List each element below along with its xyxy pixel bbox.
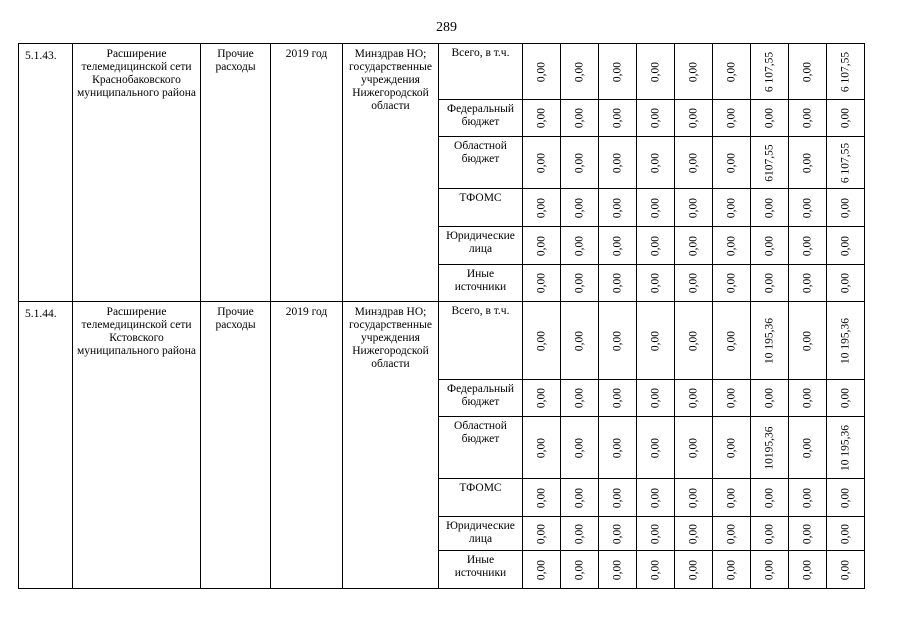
value-cell [827, 44, 865, 100]
value-cell [789, 44, 827, 100]
value-text: 0,00 [649, 387, 661, 409]
value-cell [675, 189, 713, 227]
value-text: 0,00 [763, 235, 775, 256]
value-text: 0,00 [573, 523, 585, 544]
value-cell [599, 479, 637, 517]
value-cell [561, 100, 599, 137]
value-text: 0,00 [573, 272, 585, 294]
value-cell [523, 227, 561, 265]
value-text: 0,00 [649, 152, 661, 173]
year: 2019 год [271, 302, 343, 589]
value-cell [751, 189, 789, 227]
value-cell [599, 517, 637, 551]
value-cell [637, 227, 675, 265]
value-text: 0,00 [649, 197, 661, 218]
value-text: 10195,36 [763, 425, 775, 470]
value-cell [827, 265, 865, 302]
value-cell [789, 551, 827, 589]
value-text: 0,00 [573, 61, 585, 82]
executor: Минздрав НО; государственные учреждения Нижегородской области [343, 302, 439, 589]
value-cell [675, 302, 713, 380]
value-text: 0,00 [535, 272, 547, 294]
value-text: 0,00 [725, 272, 737, 294]
funding-source: Областной бюджет [439, 417, 523, 479]
value-cell [599, 417, 637, 479]
value-text: 0,00 [839, 197, 851, 218]
page-number: 289 [436, 20, 457, 35]
value-text: 0,00 [687, 559, 699, 580]
value-cell [751, 417, 789, 479]
value-cell [827, 302, 865, 380]
value-cell [789, 517, 827, 551]
value-cell [713, 100, 751, 137]
value-text: 10 195,36 [763, 317, 775, 364]
value-text: 0,00 [725, 197, 737, 218]
value-text: 0,00 [649, 330, 661, 351]
value-text: 10 195,36 [839, 317, 851, 364]
value-text: 0,00 [687, 330, 699, 351]
value-cell [675, 479, 713, 517]
value-text: 0,00 [801, 152, 813, 173]
value-cell [523, 479, 561, 517]
value-text: 0,00 [573, 107, 585, 129]
value-cell [751, 380, 789, 417]
value-text: 0,00 [763, 487, 775, 508]
value-cell [561, 227, 599, 265]
value-cell [523, 551, 561, 589]
value-cell [789, 137, 827, 189]
value-text: 0,00 [801, 330, 813, 351]
value-text: 0,00 [687, 523, 699, 544]
value-text: 0,00 [687, 152, 699, 173]
value-cell [827, 137, 865, 189]
value-cell [599, 137, 637, 189]
value-text: 10 195,36 [839, 424, 851, 471]
value-cell [713, 417, 751, 479]
value-text: 0,00 [801, 235, 813, 256]
value-cell [637, 302, 675, 380]
funding-source: Всего, в т.ч. [439, 302, 523, 380]
value-text: 0,00 [687, 437, 699, 458]
value-cell [751, 44, 789, 100]
value-cell [637, 137, 675, 189]
value-text: 0,00 [573, 330, 585, 351]
value-text: 0,00 [763, 107, 775, 129]
value-cell [523, 380, 561, 417]
value-text: 0,00 [649, 523, 661, 544]
measure-name: Расширение телемедицинской сети Кстовского муниципального района [73, 302, 201, 589]
funding-source: ТФОМС [439, 189, 523, 227]
value-text: 0,00 [611, 559, 623, 580]
value-cell [713, 44, 751, 100]
value-cell [713, 302, 751, 380]
value-text: 0,00 [535, 487, 547, 508]
value-cell [789, 417, 827, 479]
value-text: 0,00 [725, 487, 737, 508]
value-text: 0,00 [535, 387, 547, 409]
value-cell [637, 44, 675, 100]
value-text: 0,00 [535, 235, 547, 256]
value-cell [637, 265, 675, 302]
value-text: 0,00 [725, 61, 737, 82]
value-cell [827, 551, 865, 589]
value-text: 0,00 [649, 487, 661, 508]
row-number: 5.1.43. [19, 44, 73, 302]
value-cell [675, 100, 713, 137]
value-text: 0,00 [611, 61, 623, 82]
value-cell [675, 227, 713, 265]
value-cell [827, 227, 865, 265]
value-text: 0,00 [839, 387, 851, 409]
value-text: 0,00 [535, 437, 547, 458]
value-cell [675, 380, 713, 417]
expense-type: Прочие расходы [201, 302, 271, 589]
value-text: 0,00 [801, 61, 813, 82]
value-cell [599, 551, 637, 589]
value-cell [789, 265, 827, 302]
value-text: 6 107,55 [839, 51, 851, 92]
value-text: 0,00 [839, 523, 851, 544]
value-text: 0,00 [725, 387, 737, 409]
budget-table [18, 43, 865, 589]
value-cell [561, 417, 599, 479]
value-text: 0,00 [649, 272, 661, 294]
measure-name: Расширение телемедицинской сети Краснобаковского муниципального района [73, 44, 201, 302]
value-text: 0,00 [611, 107, 623, 129]
value-cell [827, 380, 865, 417]
value-cell [675, 517, 713, 551]
value-text: 0,00 [535, 61, 547, 82]
value-text: 0,00 [611, 387, 623, 409]
value-cell [561, 44, 599, 100]
value-text: 0,00 [725, 107, 737, 129]
value-cell [713, 380, 751, 417]
value-cell [789, 380, 827, 417]
value-cell [751, 265, 789, 302]
funding-source: ТФОМС [439, 479, 523, 517]
value-cell [713, 265, 751, 302]
value-text: 0,00 [725, 523, 737, 544]
value-text: 0,00 [839, 487, 851, 508]
value-text: 0,00 [839, 107, 851, 129]
value-text: 0,00 [611, 272, 623, 294]
value-cell [637, 100, 675, 137]
value-cell [751, 517, 789, 551]
value-cell [523, 265, 561, 302]
value-cell [789, 302, 827, 380]
value-cell [561, 479, 599, 517]
funding-source: Юридические лица [439, 227, 523, 265]
value-cell [561, 517, 599, 551]
table-row [19, 302, 865, 380]
value-cell [599, 380, 637, 417]
value-text: 0,00 [725, 235, 737, 256]
value-text: 0,00 [649, 235, 661, 256]
value-cell [637, 380, 675, 417]
value-text: 0,00 [801, 487, 813, 508]
value-text: 0,00 [839, 559, 851, 580]
value-cell [751, 137, 789, 189]
value-cell [827, 189, 865, 227]
value-text: 0,00 [839, 235, 851, 256]
value-text: 0,00 [687, 107, 699, 129]
value-cell [675, 265, 713, 302]
value-cell [523, 417, 561, 479]
value-cell [523, 189, 561, 227]
value-cell [637, 551, 675, 589]
value-cell [599, 189, 637, 227]
value-text: 0,00 [725, 559, 737, 580]
value-text: 6 107,55 [763, 51, 775, 92]
value-text: 0,00 [573, 235, 585, 256]
value-text: 0,00 [535, 197, 547, 218]
value-text: 0,00 [763, 523, 775, 544]
value-text: 0,00 [573, 559, 585, 580]
value-cell [675, 417, 713, 479]
value-cell [827, 479, 865, 517]
value-cell [561, 265, 599, 302]
value-text: 0,00 [763, 387, 775, 409]
value-text: 0,00 [649, 61, 661, 82]
value-cell [523, 137, 561, 189]
value-cell [827, 417, 865, 479]
value-text: 0,00 [725, 152, 737, 173]
value-cell [713, 479, 751, 517]
value-cell [561, 380, 599, 417]
value-text: 0,00 [687, 387, 699, 409]
value-text: 0,00 [687, 272, 699, 294]
expense-type: Прочие расходы [201, 44, 271, 302]
value-text: 0,00 [649, 437, 661, 458]
value-text: 0,00 [611, 197, 623, 218]
funding-source: Иные источники [439, 265, 523, 302]
value-text: 0,00 [611, 152, 623, 173]
value-text: 0,00 [801, 559, 813, 580]
value-cell [751, 100, 789, 137]
value-cell [523, 100, 561, 137]
value-text: 0,00 [573, 152, 585, 173]
value-text: 0,00 [801, 437, 813, 458]
value-cell [713, 227, 751, 265]
value-text: 0,00 [535, 330, 547, 351]
value-cell [789, 479, 827, 517]
value-text: 0,00 [611, 437, 623, 458]
value-text: 0,00 [725, 437, 737, 458]
value-cell [751, 302, 789, 380]
value-cell [713, 551, 751, 589]
value-text: 0,00 [839, 272, 851, 294]
value-cell [751, 479, 789, 517]
value-text: 0,00 [763, 272, 775, 294]
value-cell [561, 302, 599, 380]
value-cell [675, 44, 713, 100]
value-text: 6 107,55 [839, 142, 851, 183]
value-text: 0,00 [801, 387, 813, 409]
value-cell [789, 227, 827, 265]
value-text: 0,00 [687, 487, 699, 508]
value-cell [599, 227, 637, 265]
value-cell [523, 302, 561, 380]
funding-source: Иные источники [439, 551, 523, 589]
value-cell [751, 227, 789, 265]
value-cell [523, 517, 561, 551]
value-cell [713, 189, 751, 227]
value-text: 0,00 [649, 107, 661, 129]
value-cell [675, 551, 713, 589]
value-text: 0,00 [649, 559, 661, 580]
funding-source: Областной бюджет [439, 137, 523, 189]
value-cell [789, 189, 827, 227]
value-text: 0,00 [535, 107, 547, 129]
value-text: 0,00 [535, 523, 547, 544]
value-text: 0,00 [573, 487, 585, 508]
value-text: 0,00 [725, 330, 737, 351]
value-cell [637, 479, 675, 517]
value-text: 0,00 [573, 197, 585, 218]
value-text: 0,00 [573, 437, 585, 458]
value-text: 0,00 [763, 197, 775, 218]
value-text: 0,00 [763, 559, 775, 580]
value-text: 0,00 [687, 197, 699, 218]
value-cell [523, 44, 561, 100]
value-text: 0,00 [611, 235, 623, 256]
value-cell [675, 137, 713, 189]
funding-source: Федеральный бюджет [439, 380, 523, 417]
funding-source: Всего, в т.ч. [439, 44, 523, 100]
value-cell [827, 100, 865, 137]
value-cell [599, 302, 637, 380]
value-text: 0,00 [611, 523, 623, 544]
value-text: 0,00 [801, 523, 813, 544]
value-text: 0,00 [573, 387, 585, 409]
value-cell [599, 100, 637, 137]
value-text: 0,00 [535, 152, 547, 173]
executor: Минздрав НО; государственные учреждения Нижегородской области [343, 44, 439, 302]
value-cell [751, 551, 789, 589]
value-text: 0,00 [801, 107, 813, 129]
year: 2019 год [271, 44, 343, 302]
value-text: 6107,55 [763, 143, 775, 182]
value-cell [713, 517, 751, 551]
value-cell [599, 265, 637, 302]
value-cell [637, 517, 675, 551]
value-cell [713, 137, 751, 189]
value-text: 0,00 [687, 235, 699, 256]
value-cell [599, 44, 637, 100]
value-text: 0,00 [801, 272, 813, 294]
value-cell [827, 517, 865, 551]
value-text: 0,00 [687, 61, 699, 82]
value-cell [637, 189, 675, 227]
value-text: 0,00 [535, 559, 547, 580]
value-cell [561, 137, 599, 189]
value-cell [789, 100, 827, 137]
table-row [19, 44, 865, 100]
funding-source: Юридические лица [439, 517, 523, 551]
row-number: 5.1.44. [19, 302, 73, 589]
value-text: 0,00 [611, 487, 623, 508]
value-cell [561, 189, 599, 227]
value-text: 0,00 [611, 330, 623, 351]
value-text: 0,00 [801, 197, 813, 218]
funding-source: Федеральный бюджет [439, 100, 523, 137]
value-cell [637, 417, 675, 479]
value-cell [561, 551, 599, 589]
